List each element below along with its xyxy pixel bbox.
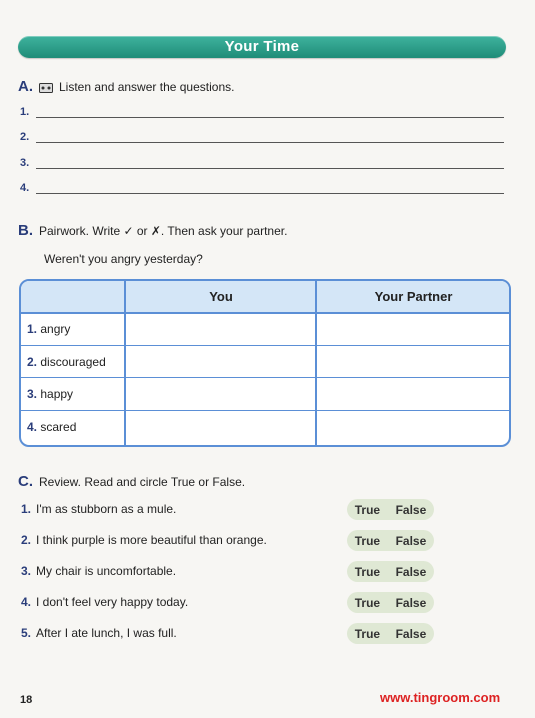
true-false-choice[interactable] — [347, 530, 434, 551]
false-option[interactable]: False — [395, 502, 427, 517]
pairwork-question: Weren't you angry yesterday? — [44, 252, 203, 266]
table-row-label: 2. discouraged — [27, 355, 106, 369]
answer-line[interactable]: 1. — [20, 106, 504, 118]
answer-line[interactable]: 4. — [20, 182, 504, 194]
cassette-tape-icon — [39, 82, 53, 92]
true-false-choice[interactable] — [347, 592, 434, 613]
true-option[interactable]: True — [354, 502, 381, 517]
column-header-partner: Your Partner — [374, 289, 453, 304]
review-item: 1. I'm as stubborn as a mule. — [21, 502, 177, 516]
section-b-instruction: Pairwork. Write ✓ or ✗. Then ask your partner. — [39, 223, 288, 238]
section-b-letter: B. — [18, 222, 33, 239]
false-option[interactable]: False — [395, 533, 427, 548]
section-a-letter: A. — [18, 78, 33, 95]
review-item: 4. I don't feel very happy today. — [21, 595, 189, 609]
section-title-banner: Your Time — [18, 36, 506, 58]
column-header-you: You — [209, 289, 233, 304]
table-row-label: 3. happy — [27, 387, 74, 401]
review-item: 5. After I ate lunch, I was full. — [21, 626, 177, 640]
true-false-choice[interactable] — [347, 561, 434, 582]
section-c-instruction: Review. Read and circle True or False. — [39, 474, 246, 489]
pairwork-table — [19, 279, 511, 447]
section-a-instruction: Listen and answer the questions. — [59, 79, 235, 94]
table-row-label: 1. angry — [27, 322, 71, 336]
true-option[interactable]: True — [354, 595, 381, 610]
section-c-letter: C. — [18, 473, 33, 490]
section-c-header — [18, 473, 245, 490]
answer-line[interactable]: 3. — [20, 157, 504, 169]
true-option[interactable]: True — [354, 626, 381, 641]
false-option[interactable]: False — [395, 595, 427, 610]
false-option[interactable]: False — [395, 564, 427, 579]
true-option[interactable]: True — [354, 564, 381, 579]
page-number: 18 — [20, 694, 33, 706]
review-item: 2. I think purple is more beautiful than orange. — [21, 533, 267, 547]
watermark-url: www.tingroom.com — [380, 690, 501, 705]
false-option[interactable]: False — [395, 626, 427, 641]
answer-line[interactable]: 2. — [20, 131, 504, 143]
section-a-header — [18, 78, 234, 95]
review-item: 3. My chair is uncomfortable. — [21, 564, 177, 578]
table-row-label: 4. scared — [27, 420, 77, 434]
section-b-header — [18, 222, 287, 239]
true-false-choice[interactable] — [347, 499, 434, 520]
true-option[interactable]: True — [354, 533, 381, 548]
true-false-choice[interactable] — [347, 623, 434, 644]
